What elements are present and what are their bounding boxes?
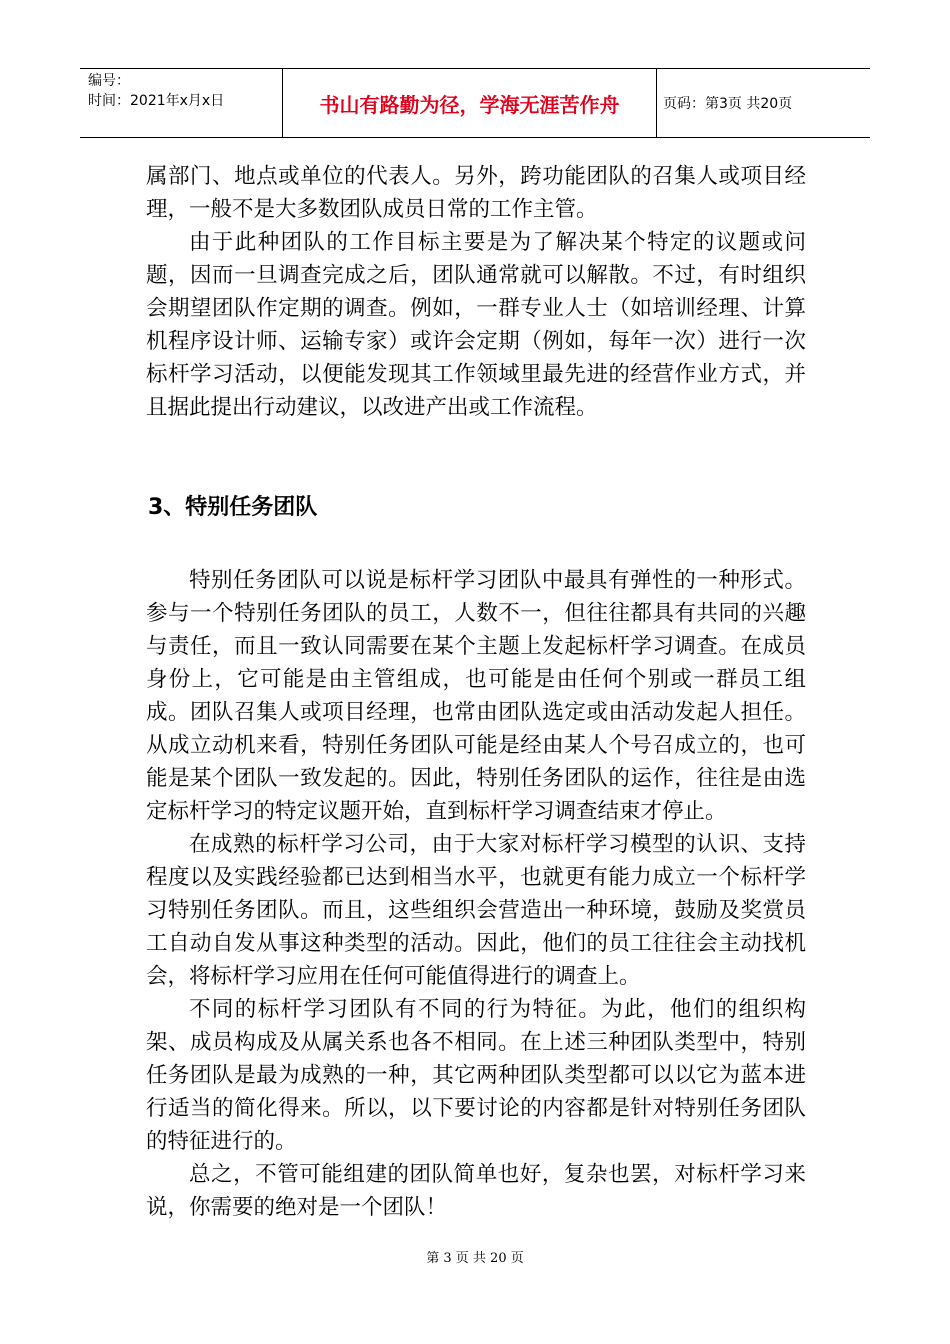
number-label: 编号：	[88, 73, 130, 89]
body-section-1	[146, 160, 806, 424]
section-heading: 3、特别任务团队	[148, 495, 318, 520]
paragraph: 特别任务团队可以说是标杆学习团队中最具有弹性的一种形式。参与一个特别任务团队的员工，人数不一，但往往都具有共同的兴趣与责任，而且一致认同需要在某个主题上发起标杆学习调查。在成员身份上，它可能是由主管组成，也可能是由任何个别或一群员工组成。团队召集人或项目经理，也常由团队选定或由活动发起人担任。从成立动机来看，特别任务团队可能是经由某人个号召成立的，也可能是某个团队一致发起的。因此，特别任务团队的运作，往往是由选定标杆学习的特定议题开始，直到标杆学习调查结束才停止。	[146, 568, 806, 824]
paragraph: 由于此种团队的工作目标主要是为了解决某个特定的议题或问题，因而一旦调查完成之后，团队通常就可以解散。不过，有时组织会期望团队作定期的调查。例如，一群专业人士（如培训经理、计算机程序设计师、运输专家）或许会定期（例如，每年一次）进行一次标杆学习活动，以便能发现其工作领域里最先进的经营作业方式，并且据此提出行动建议，以改进产出或工作流程。	[146, 230, 806, 420]
page-footer: 第 3 页 共 20 页	[426, 1251, 524, 1266]
header-motto: 书山有路勤为径，学海无涯苦作舟	[283, 69, 657, 137]
paragraph: 不同的标杆学习团队有不同的行为特征。为此，他们的组织构架、成员构成及从属关系也各不相同。在上述三种团队类型中，特别任务团队是最为成熟的一种，其它两种团队类型都可以以它为蓝本进行适当的简化得来。所以，以下要讨论的内容都是针对特别任务团队的特征进行的。	[146, 997, 806, 1154]
header-page-number: 页码：第3页 共20页	[663, 96, 793, 112]
paragraph: 在成熟的标杆学习公司，由于大家对标杆学习模型的认识、支持程度以及实践经验都已达到相当水平，也就更有能力成立一个标杆学习特别任务团队。而且，这些组织会营造出一种环境，鼓励及奖赏员工自动自发从事这种类型的活动。因此，他们的员工往往会主动找机会，将标杆学习应用在任何可能值得进行的调查上。	[146, 832, 806, 989]
time-label: 时间：2021年x月x日	[88, 93, 225, 109]
paragraph: 总之，不管可能组建的团队简单也好，复杂也罢，对标杆学习来说，你需要的绝对是一个团队！	[146, 1162, 806, 1220]
header-meta	[80, 69, 283, 137]
paragraph: 属部门、地点或单位的代表人。另外，跨功能团队的召集人或项目经理，一般不是大多数团队成员日常的工作主管。	[146, 164, 806, 222]
body-section-2	[146, 564, 806, 1224]
page-header	[80, 68, 870, 138]
